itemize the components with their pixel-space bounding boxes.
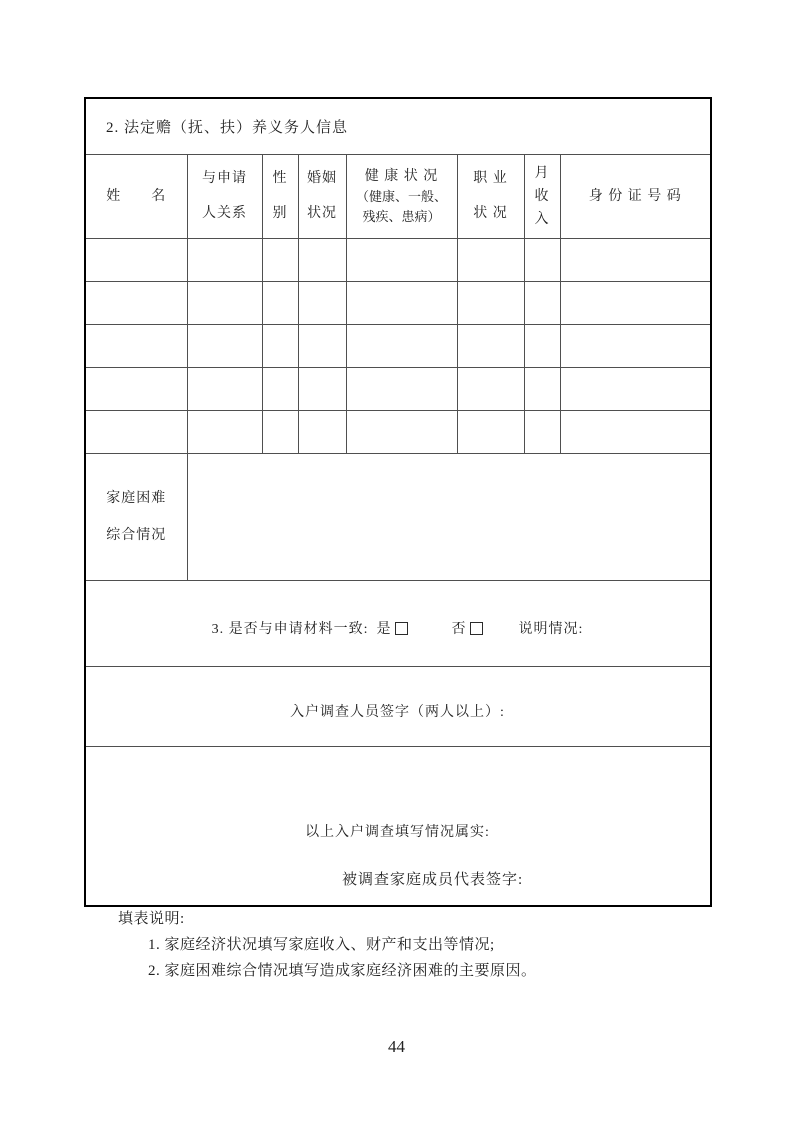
member-cell [187,281,262,324]
member-empty-rows [85,238,711,453]
family-difficulty-label-cell [85,453,187,580]
member-row [85,238,711,281]
member-cell [262,367,298,410]
member-cell [298,324,346,367]
surveyor-signature-cell: 入户调查人员签字（两人以上）: [85,666,711,746]
member-cell [298,367,346,410]
col-header-label: 收 [534,188,550,204]
member-cell [457,281,524,324]
consistency-label: 3. 是否与申请材料一致: [211,622,369,637]
section2-title-row [85,98,711,154]
col-header-name [85,154,187,238]
yes-checkbox[interactable] [395,622,408,635]
member-cell [85,367,187,410]
table-lower-section [85,453,711,906]
explain-label: 说明情况: [518,622,584,637]
member-cell [524,367,560,410]
consistency-no-label: 否 [451,622,467,637]
member-row [85,367,711,410]
member-cell [457,410,524,453]
member-cell [346,324,457,367]
col-header-health [346,154,457,238]
member-cell [457,238,524,281]
member-row [85,410,711,453]
member-cell [298,238,346,281]
note-item: 1. 家庭经济状况填写家庭收入、财产和支出等情况; [148,937,495,953]
member-cell [457,367,524,410]
member-cell [85,238,187,281]
member-cell [524,324,560,367]
member-cell [85,410,187,453]
member-cell [187,367,262,410]
col-header-id-number [560,154,711,238]
member-cell [560,324,711,367]
member-cell [85,281,187,324]
col-header-income [524,154,560,238]
member-cell [560,367,711,410]
col-header-label: 姓 名 [106,188,167,204]
member-cell [524,410,560,453]
member-cell [346,281,457,324]
member-cell [187,410,262,453]
confirmation-label: 以上入户调查填写情况属实: [305,824,490,840]
col-header-label: 残疾、患病） [362,208,441,224]
col-header-label: 与申请 [202,171,247,186]
col-header-occupation [457,154,524,238]
col-header-label: 月 [534,165,550,181]
col-header-relation [187,154,262,238]
table-head-section [85,98,711,238]
col-header-label: 入 [534,211,550,227]
family-difficulty-label: 综合情况 [106,527,167,543]
col-header-label: 婚姻 [307,171,337,186]
survey-form-table-wrap [84,97,712,907]
consistency-cell [85,580,711,666]
col-header-label: 职 业 [473,171,508,186]
member-cell [346,238,457,281]
consistency-yes-label: 是 [376,622,392,637]
col-header-label: 健 康 状 况 [364,168,439,184]
form-notes [118,906,537,984]
confirmation-cell [85,746,711,906]
member-cell [298,410,346,453]
member-cell [262,238,298,281]
member-cell [262,281,298,324]
representative-signature-label: 被调查家庭成员代表签字: [342,872,524,888]
surveyor-signature-row [85,666,711,746]
page-number: 44 [388,1037,405,1056]
no-checkbox[interactable] [470,622,483,635]
member-cell [346,367,457,410]
survey-form-table [84,97,712,907]
member-cell [85,324,187,367]
col-header-marital [298,154,346,238]
notes-title: 填表说明: [118,911,185,927]
member-cell [187,324,262,367]
member-cell [560,238,711,281]
family-difficulty-row [85,453,711,580]
consistency-row [85,580,711,666]
col-header-label: 人关系 [202,206,247,221]
member-row [85,324,711,367]
col-header-gender [262,154,298,238]
member-cell [262,324,298,367]
member-cell [457,324,524,367]
section2-title: 2. 法定赡（抚、扶）养义务人信息 [85,98,711,154]
col-header-label: 性 [272,171,288,186]
note-item: 2. 家庭困难综合情况填写造成家庭经济困难的主要原因。 [148,963,537,979]
member-row [85,281,711,324]
member-cell [560,281,711,324]
family-difficulty-label: 家庭困难 [106,490,167,506]
col-header-label: 身 份 证 号 码 [588,188,682,204]
member-cell [560,410,711,453]
member-cell [187,238,262,281]
member-cell [346,410,457,453]
member-cell [524,281,560,324]
member-cell [262,410,298,453]
member-cell [524,238,560,281]
col-header-label: 状 况 [473,206,508,221]
table-header-row [85,154,711,238]
member-cell [298,281,346,324]
col-header-label: 状况 [307,206,337,221]
confirmation-row [85,746,711,906]
col-header-label: （健康、一般、 [355,188,447,204]
family-difficulty-value-cell [187,453,711,580]
col-header-label: 别 [272,206,288,221]
